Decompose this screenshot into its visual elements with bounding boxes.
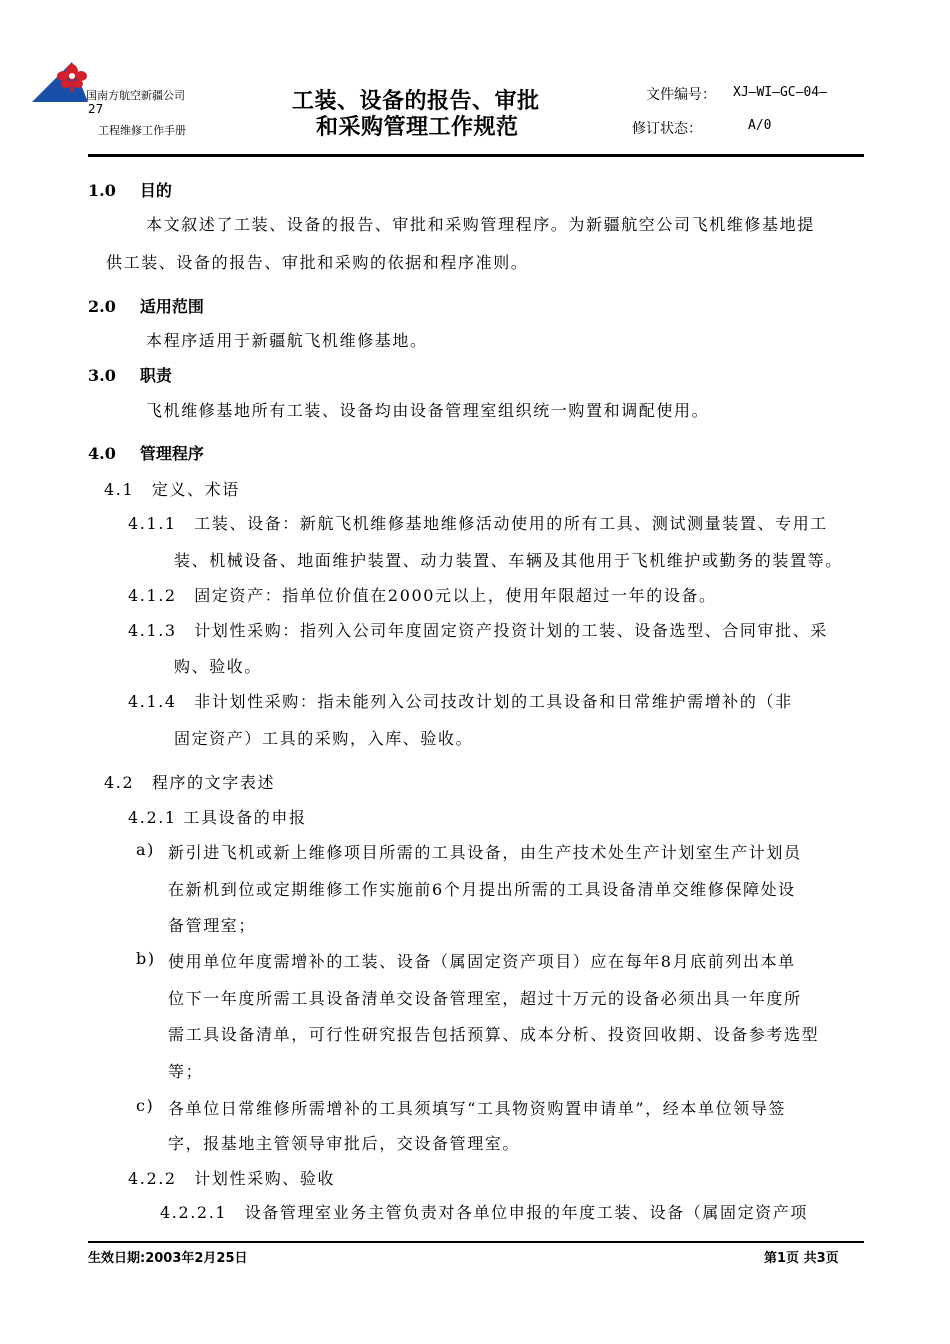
list-item-line: 新引进飞机或新上维修项目所需的工具设备，由生产技术处生产计划室生产计划员 — [168, 843, 802, 862]
subsection-heading: 4.2.1 工具设备的申报 — [128, 808, 307, 827]
footer-divider — [88, 1241, 864, 1243]
list-marker: c) — [136, 1096, 155, 1115]
section-heading-1 — [88, 178, 172, 201]
list-item-line: 使用单位年度需增补的工装、设备（属固定资产项目）应在每年8月底前列出本单 — [168, 952, 796, 971]
manual-name: 工程维修工作手册 — [98, 124, 186, 137]
section-heading-2 — [88, 294, 204, 317]
section-number: 1.0 — [88, 181, 116, 200]
paragraph: 购、验收。 — [174, 657, 263, 676]
revision-label: 修订状态： — [632, 121, 702, 137]
paragraph: 4.1.1 工装、设备：新航飞机维修基地维修活动使用的所有工具、测试测量装置、专用工 — [128, 514, 828, 533]
list-item-line: 需工具设备清单，可行性研究报告包括预算、成本分析、投资回收期、设备参考选型 — [168, 1025, 820, 1044]
header-divider — [88, 154, 864, 157]
section-heading-4 — [88, 441, 204, 464]
list-item-line: 位下一年度所需工具设备清单交设备管理室，超过十万元的设备必须出具一年度所 — [168, 989, 802, 1008]
paragraph: 本程序适用于新疆航飞机维修基地。 — [146, 331, 428, 350]
paragraph: 本文叙述了工装、设备的报告、审批和采购管理程序。为新疆航空公司飞机维修基地提 — [146, 215, 815, 234]
list-marker: a) — [136, 840, 155, 859]
document-title-line1: 工装、设备的报告、审批 — [292, 89, 540, 114]
paragraph: 4.1.2 固定资产：指单位价值在2000元以上，使用年限超过一年的设备。 — [128, 586, 717, 605]
paragraph: 飞机维修基地所有工装、设备均由设备管理室组织统一购置和调配使用。 — [146, 401, 710, 420]
list-item-line: 等； — [168, 1062, 204, 1081]
subsection-heading: 4.2.2 计划性采购、验收 — [128, 1169, 336, 1188]
doc-number-value: XJ—WI—GC—04— — [733, 85, 827, 100]
list-item-line: 备管理室； — [168, 916, 257, 935]
subsection-heading: 4.2 程序的文字表述 — [104, 773, 276, 792]
doc-number-label: 文件编号： — [646, 87, 716, 103]
list-item-line: 字，报基地主管领导审批后，交设备管理室。 — [168, 1134, 521, 1153]
section-title: 管理程序 — [139, 444, 204, 463]
list-item-line: 在新机到位或定期维修工作实施前6个月提出所需的工具设备清单交维修保障处设 — [168, 880, 796, 899]
page-number: 27 — [88, 102, 104, 116]
paragraph: 4.2.2.1 设备管理室业务主管负责对各单位申报的年度工装、设备（属固定资产项 — [160, 1203, 808, 1222]
section-title: 目的 — [139, 181, 172, 200]
paragraph: 供工装、设备的报告、审批和采购的依据和程序准则。 — [106, 253, 529, 272]
paragraph: 固定资产）工具的采购，入库、验收。 — [174, 729, 474, 748]
page-info: 第1页 共3页 — [764, 1251, 839, 1266]
revision-value: A/0 — [748, 118, 772, 133]
company-name: 国南方航空新疆公司 — [86, 89, 185, 102]
section-number: 2.0 — [88, 297, 116, 316]
subsection-heading: 4.1 定义、术语 — [104, 480, 240, 499]
section-number: 4.0 — [88, 444, 116, 463]
section-number: 3.0 — [88, 366, 116, 385]
paragraph: 4.1.4 非计划性采购：指未能列入公司技改计划的工具设备和日常维护需增补的（非 — [128, 692, 793, 711]
document-title-line2: 和采购管理工作规范 — [316, 115, 519, 140]
list-marker: b) — [136, 949, 156, 968]
section-title: 适用范围 — [139, 297, 204, 316]
effective-date: 生效日期:2003年2月25日 — [88, 1251, 248, 1266]
list-item-line: 各单位日常维修所需增补的工具须填写“工具物资购置申请单”，经本单位领导签 — [168, 1099, 786, 1118]
paragraph: 4.1.3 计划性采购：指列入公司年度固定资产投资计划的工装、设备选型、合同审批、采 — [128, 621, 828, 640]
section-title: 职责 — [139, 366, 172, 385]
paragraph: 装、机械设备、地面维护装置、动力装置、车辆及其他用于飞机维护或勤务的装置等。 — [174, 551, 843, 570]
section-heading-3 — [88, 363, 172, 386]
